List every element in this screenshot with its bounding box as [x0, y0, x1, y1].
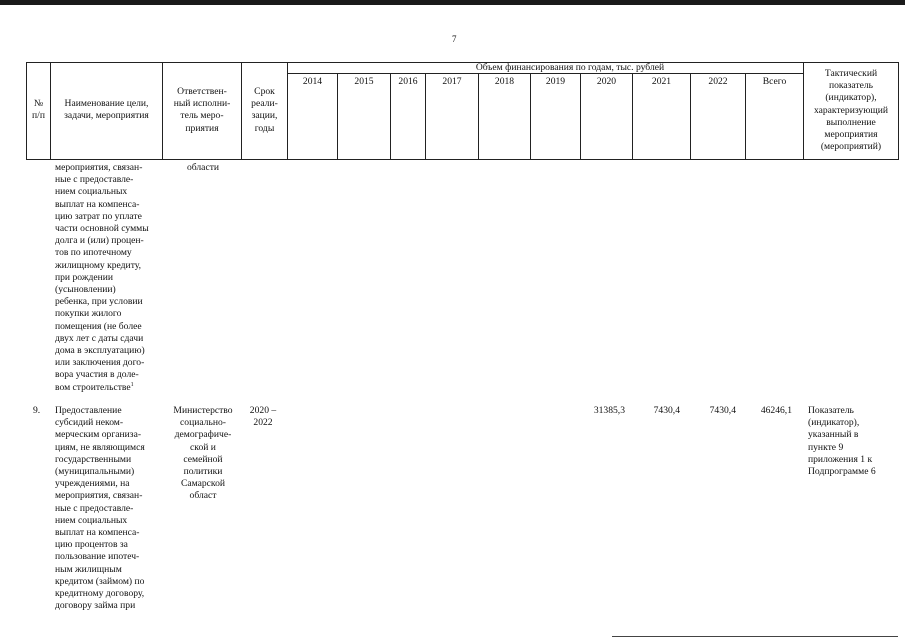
name-line-last	[55, 382, 170, 394]
name-line: циям, не являющимся	[55, 441, 145, 453]
continued-row-executor: области	[186, 162, 220, 173]
name-line: ребенка, при условии	[55, 296, 143, 308]
name-line: нием социальных	[55, 186, 128, 198]
header-year-2017: 2017	[442, 76, 462, 87]
header-year-2018: 2018	[494, 76, 515, 87]
name-line: Предоставление	[55, 405, 122, 416]
row9-value-2020: 31385,3	[593, 405, 625, 416]
indicator-line: указанный в	[808, 429, 859, 441]
executor-line: политики	[183, 466, 223, 478]
executor-line: ской и	[190, 441, 216, 453]
header-col-name: Наименование цели, задачи, мероприятия	[64, 98, 149, 122]
name-line: субсидий неком-	[55, 417, 124, 429]
continued-row-name	[55, 162, 170, 394]
indicator-line: пункте 9	[808, 441, 844, 453]
name-line: договору займа при	[55, 600, 136, 612]
header-year-2014: 2014	[302, 76, 323, 87]
row9-value-2021: 7430,4	[653, 405, 680, 416]
name-line: при рождении	[55, 271, 113, 283]
footnote-mark: 1	[130, 381, 134, 388]
name-line-text: вом строительстве	[55, 381, 131, 393]
header-funding-title: Объем финансирования по годам, тыс. рублей	[475, 62, 665, 73]
name-line: нием социальных	[55, 514, 128, 526]
indicator-line: (индикатор),	[808, 417, 860, 429]
row9-name	[55, 405, 170, 612]
name-line: (муниципальными)	[55, 466, 135, 478]
name-line: мероприятия, связан-	[55, 490, 143, 502]
name-line: двух лет с даты сдачи	[55, 332, 144, 344]
name-line: пользование ипотеч-	[55, 551, 140, 563]
executor-line: Министерство	[173, 405, 233, 416]
name-line: тов по ипотечному	[55, 247, 132, 259]
page-number: 7	[452, 34, 457, 44]
term-line: 2020 –	[249, 405, 277, 416]
header-year-2015: 2015	[354, 76, 374, 87]
name-line: государственными	[55, 453, 132, 465]
scan-top-border	[0, 0, 905, 5]
header-year-2019: 2019	[545, 76, 566, 87]
name-line: части основной суммы	[55, 223, 149, 235]
name-line: цию процентов за	[55, 539, 128, 551]
name-line: выплат на компенса-	[55, 527, 140, 539]
name-line: мерческим организа-	[55, 429, 142, 441]
name-line: дома в эксплуатацию)	[55, 345, 145, 357]
indicator-line: приложения 1 к	[808, 453, 873, 465]
term-line: 2022	[253, 417, 273, 429]
name-line: помещения (не более	[55, 320, 142, 332]
header-year-2016: 2016	[398, 76, 418, 87]
name-line: или заключения дого-	[55, 357, 145, 369]
header-year-2021: 2021	[651, 76, 672, 87]
name-line: ные с предоставле-	[55, 502, 134, 514]
row9-value-2022: 7430,4	[709, 405, 736, 416]
name-line: (усыновлении)	[55, 284, 116, 296]
header-col-number: № п/п	[32, 98, 45, 122]
executor-line: Самарской	[180, 478, 226, 490]
executor-line: социально-	[180, 417, 226, 429]
name-line: учреждениями, на	[55, 478, 130, 490]
name-line: вора участия в доле-	[55, 369, 139, 381]
name-line: выплат на компенса-	[55, 198, 140, 210]
header-col-indicator: Тактический показатель (индикатор), характеризующий выполнение мероприятия (мероприятий)	[813, 68, 889, 153]
name-line: жилищному кредиту,	[55, 259, 141, 271]
name-line: мероприятия, связан-	[55, 162, 143, 173]
name-line: цию затрат по уплате	[55, 210, 142, 222]
name-line: кредитом (займом) по	[55, 575, 145, 587]
indicator-line: Подпрограмме 6	[808, 466, 876, 478]
name-line: кредитному договору,	[55, 588, 145, 600]
executor-line: семейной	[183, 453, 223, 465]
row9-term	[243, 405, 283, 429]
row9-number: 9.	[33, 405, 41, 416]
header-year-total: Всего	[762, 76, 787, 87]
row9-executor	[165, 405, 241, 503]
row9-value-total: 46246,1	[760, 405, 792, 416]
name-line: ным жилищным	[55, 563, 122, 575]
header-year-2020: 2020	[596, 76, 617, 87]
indicator-line: Показатель	[808, 405, 854, 416]
executor-line: демографиче-	[174, 429, 232, 441]
header-col-term: Срок реали- зации, годы	[251, 86, 278, 134]
bottom-rule	[612, 636, 898, 637]
executor-line: област	[189, 490, 217, 502]
name-line: долга и (или) процен-	[55, 235, 144, 247]
row9-indicator	[808, 405, 900, 478]
header-col-executor: Ответствен- ный исполни- тель меро- приятия	[173, 86, 231, 134]
name-line: ные с предоставле-	[55, 174, 134, 186]
header-year-2022: 2022	[708, 76, 728, 87]
name-line: покупки жилого	[55, 308, 122, 320]
